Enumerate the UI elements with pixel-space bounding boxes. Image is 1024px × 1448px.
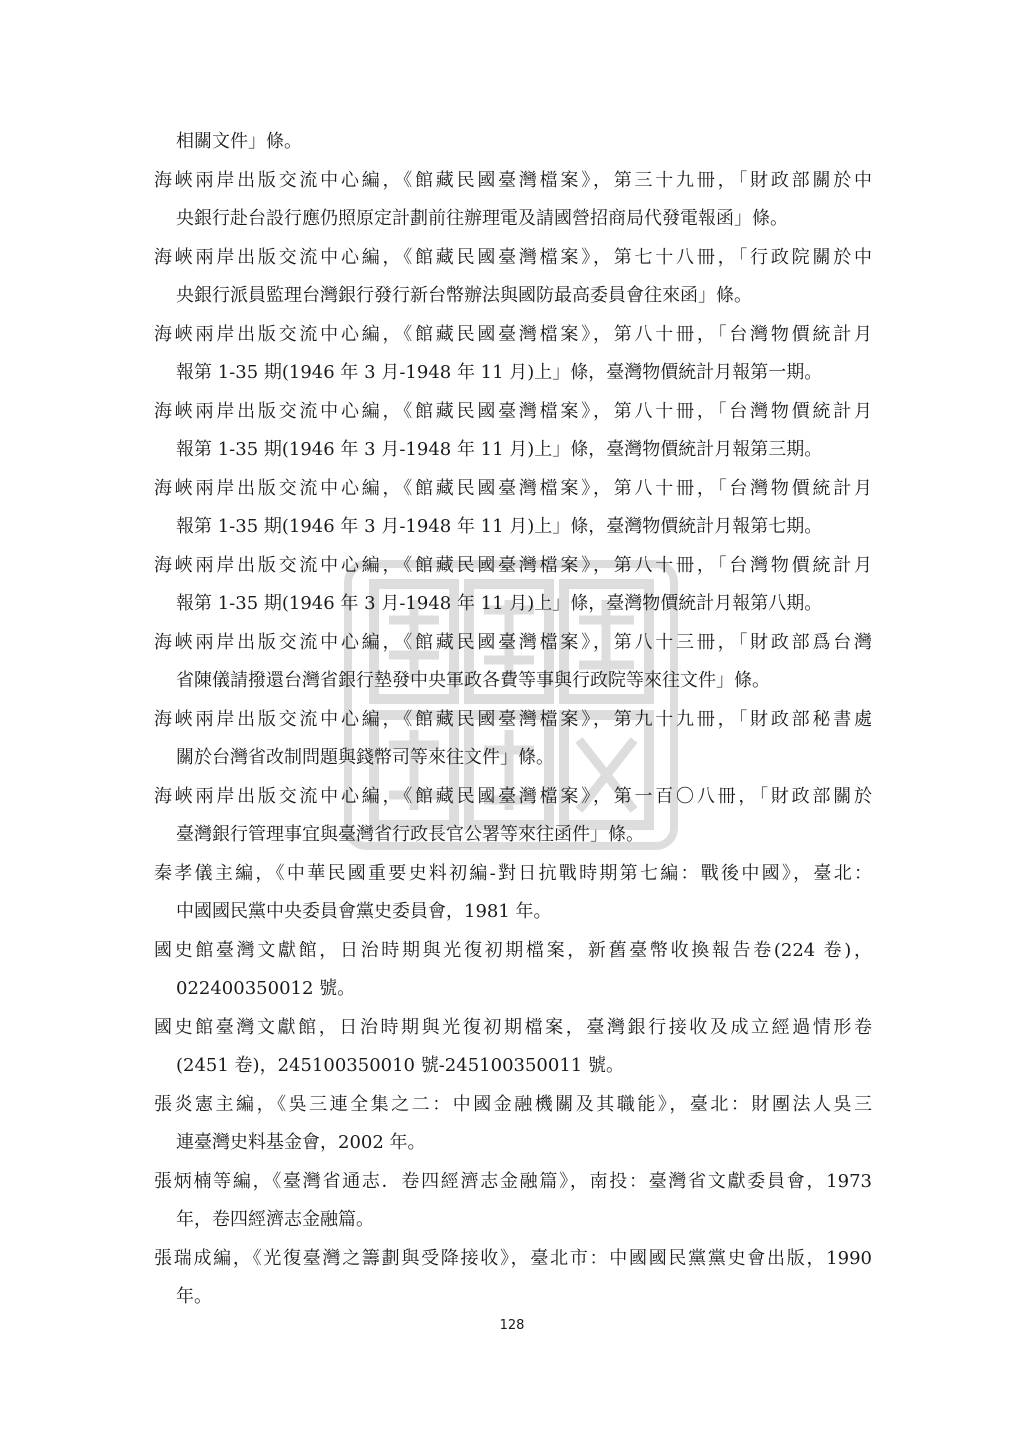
bibliography-entry bbox=[154, 778, 872, 855]
bibliography-entry bbox=[154, 855, 872, 932]
bibliography-entry bbox=[154, 316, 872, 393]
bibliography-entry bbox=[154, 932, 872, 1009]
bibliography-entry bbox=[154, 1240, 872, 1317]
text-line: 報第 1-35 期(1946 年 3 月-1948 年 11 月)上」條，臺灣物價統計月報第一期。 bbox=[176, 362, 823, 383]
text-line: 秦孝儀主編，《中華民國重要史料初編-對日抗戰時期第七編：戰後中國》，臺北： bbox=[154, 862, 872, 884]
bibliography-entry bbox=[154, 547, 872, 624]
text-line: 海峽兩岸出版交流中心編，《館藏民國臺灣檔案》，第九十九冊，「財政部秘書處 bbox=[154, 708, 872, 730]
text-line: 報第 1-35 期(1946 年 3 月-1948 年 11 月)上」條，臺灣物價統計月報第七期。 bbox=[176, 516, 823, 537]
bibliography-entry bbox=[154, 393, 872, 470]
text-line: 海峽兩岸出版交流中心編，《館藏民國臺灣檔案》，第三十九冊，「財政部關於中 bbox=[154, 169, 872, 191]
text-line: 海峽兩岸出版交流中心編，《館藏民國臺灣檔案》，第八十冊，「台灣物價統計月 bbox=[154, 477, 872, 499]
bibliography-entry bbox=[154, 1009, 872, 1086]
text-line: 報第 1-35 期(1946 年 3 月-1948 年 11 月)上」條，臺灣物價統計月報第八期。 bbox=[176, 593, 823, 614]
text-line: 國史館臺灣文獻館，日治時期與光復初期檔案，新舊臺幣收換報告卷(224 卷)， bbox=[154, 939, 872, 961]
text-line: 海峽兩岸出版交流中心編，《館藏民國臺灣檔案》，第八十冊，「台灣物價統計月 bbox=[154, 323, 872, 345]
text-line: 相關文件」條。 bbox=[176, 131, 302, 152]
bibliography-entry bbox=[154, 624, 872, 701]
text-line: 海峽兩岸出版交流中心編，《館藏民國臺灣檔案》，第一百〇八冊，「財政部關於 bbox=[154, 785, 872, 807]
text-line: 年。 bbox=[176, 1286, 212, 1307]
text-line: 022400350012 號。 bbox=[176, 978, 356, 999]
text-line: 張炳楠等編，《臺灣省通志．卷四經濟志金融篇》，南投：臺灣省文獻委員會，1973 bbox=[154, 1170, 872, 1192]
text-line: 中國國民黨中央委員會黨史委員會，1981 年。 bbox=[176, 901, 552, 922]
text-line: 海峽兩岸出版交流中心編，《館藏民國臺灣檔案》，第八十冊，「台灣物價統計月 bbox=[154, 554, 872, 576]
text-line: 省陳儀請撥還台灣省銀行墊發中央軍政各費等事與行政院等來往文件」條。 bbox=[176, 670, 770, 691]
bibliography-entry bbox=[154, 239, 872, 316]
page-number: 128 bbox=[499, 1318, 525, 1333]
text-line: 央銀行派員監理台灣銀行發行新台幣辦法與國防最高委員會往來函」條。 bbox=[176, 285, 752, 306]
text-line: (2451 卷)，245100350010 號-245100350011 號。 bbox=[176, 1055, 624, 1076]
text-line: 海峽兩岸出版交流中心編，《館藏民國臺灣檔案》，第七十八冊，「行政院關於中 bbox=[154, 246, 872, 268]
text-line: 海峽兩岸出版交流中心編，《館藏民國臺灣檔案》，第八十三冊，「財政部爲台灣 bbox=[154, 631, 872, 653]
text-line: 海峽兩岸出版交流中心編，《館藏民國臺灣檔案》，第八十冊，「台灣物價統計月 bbox=[154, 400, 872, 422]
bibliography-list bbox=[154, 123, 872, 1317]
bibliography-entry bbox=[154, 162, 872, 239]
text-line: 央銀行赴台設行應仍照原定計劃前往辦理電及請國營招商局代發電報函」條。 bbox=[176, 208, 788, 229]
bibliography-entry bbox=[154, 701, 872, 778]
text-line: 關於台灣省改制問題與錢幣司等來往文件」條。 bbox=[176, 747, 554, 768]
text-line: 臺灣銀行管理事宜與臺灣省行政長官公署等來往函件」條。 bbox=[176, 824, 644, 845]
text-line: 國史館臺灣文獻館，日治時期與光復初期檔案，臺灣銀行接收及成立經過情形卷 bbox=[154, 1016, 872, 1038]
bibliography-entry bbox=[154, 470, 872, 547]
text-line: 張炎憲主編，《吳三連全集之二：中國金融機關及其職能》，臺北：財團法人吳三 bbox=[154, 1093, 872, 1115]
bibliography-entry bbox=[154, 1163, 872, 1240]
bibliography-entry bbox=[154, 1086, 872, 1163]
text-line: 報第 1-35 期(1946 年 3 月-1948 年 11 月)上」條，臺灣物價統計月報第三期。 bbox=[176, 439, 823, 460]
text-line: 連臺灣史料基金會，2002 年。 bbox=[176, 1132, 426, 1153]
text-line: 年，卷四經濟志金融篇。 bbox=[176, 1209, 374, 1230]
text-line: 張瑞成編，《光復臺灣之籌劃與受降接收》，臺北市：中國國民黨黨史會出版，1990 bbox=[154, 1247, 872, 1269]
